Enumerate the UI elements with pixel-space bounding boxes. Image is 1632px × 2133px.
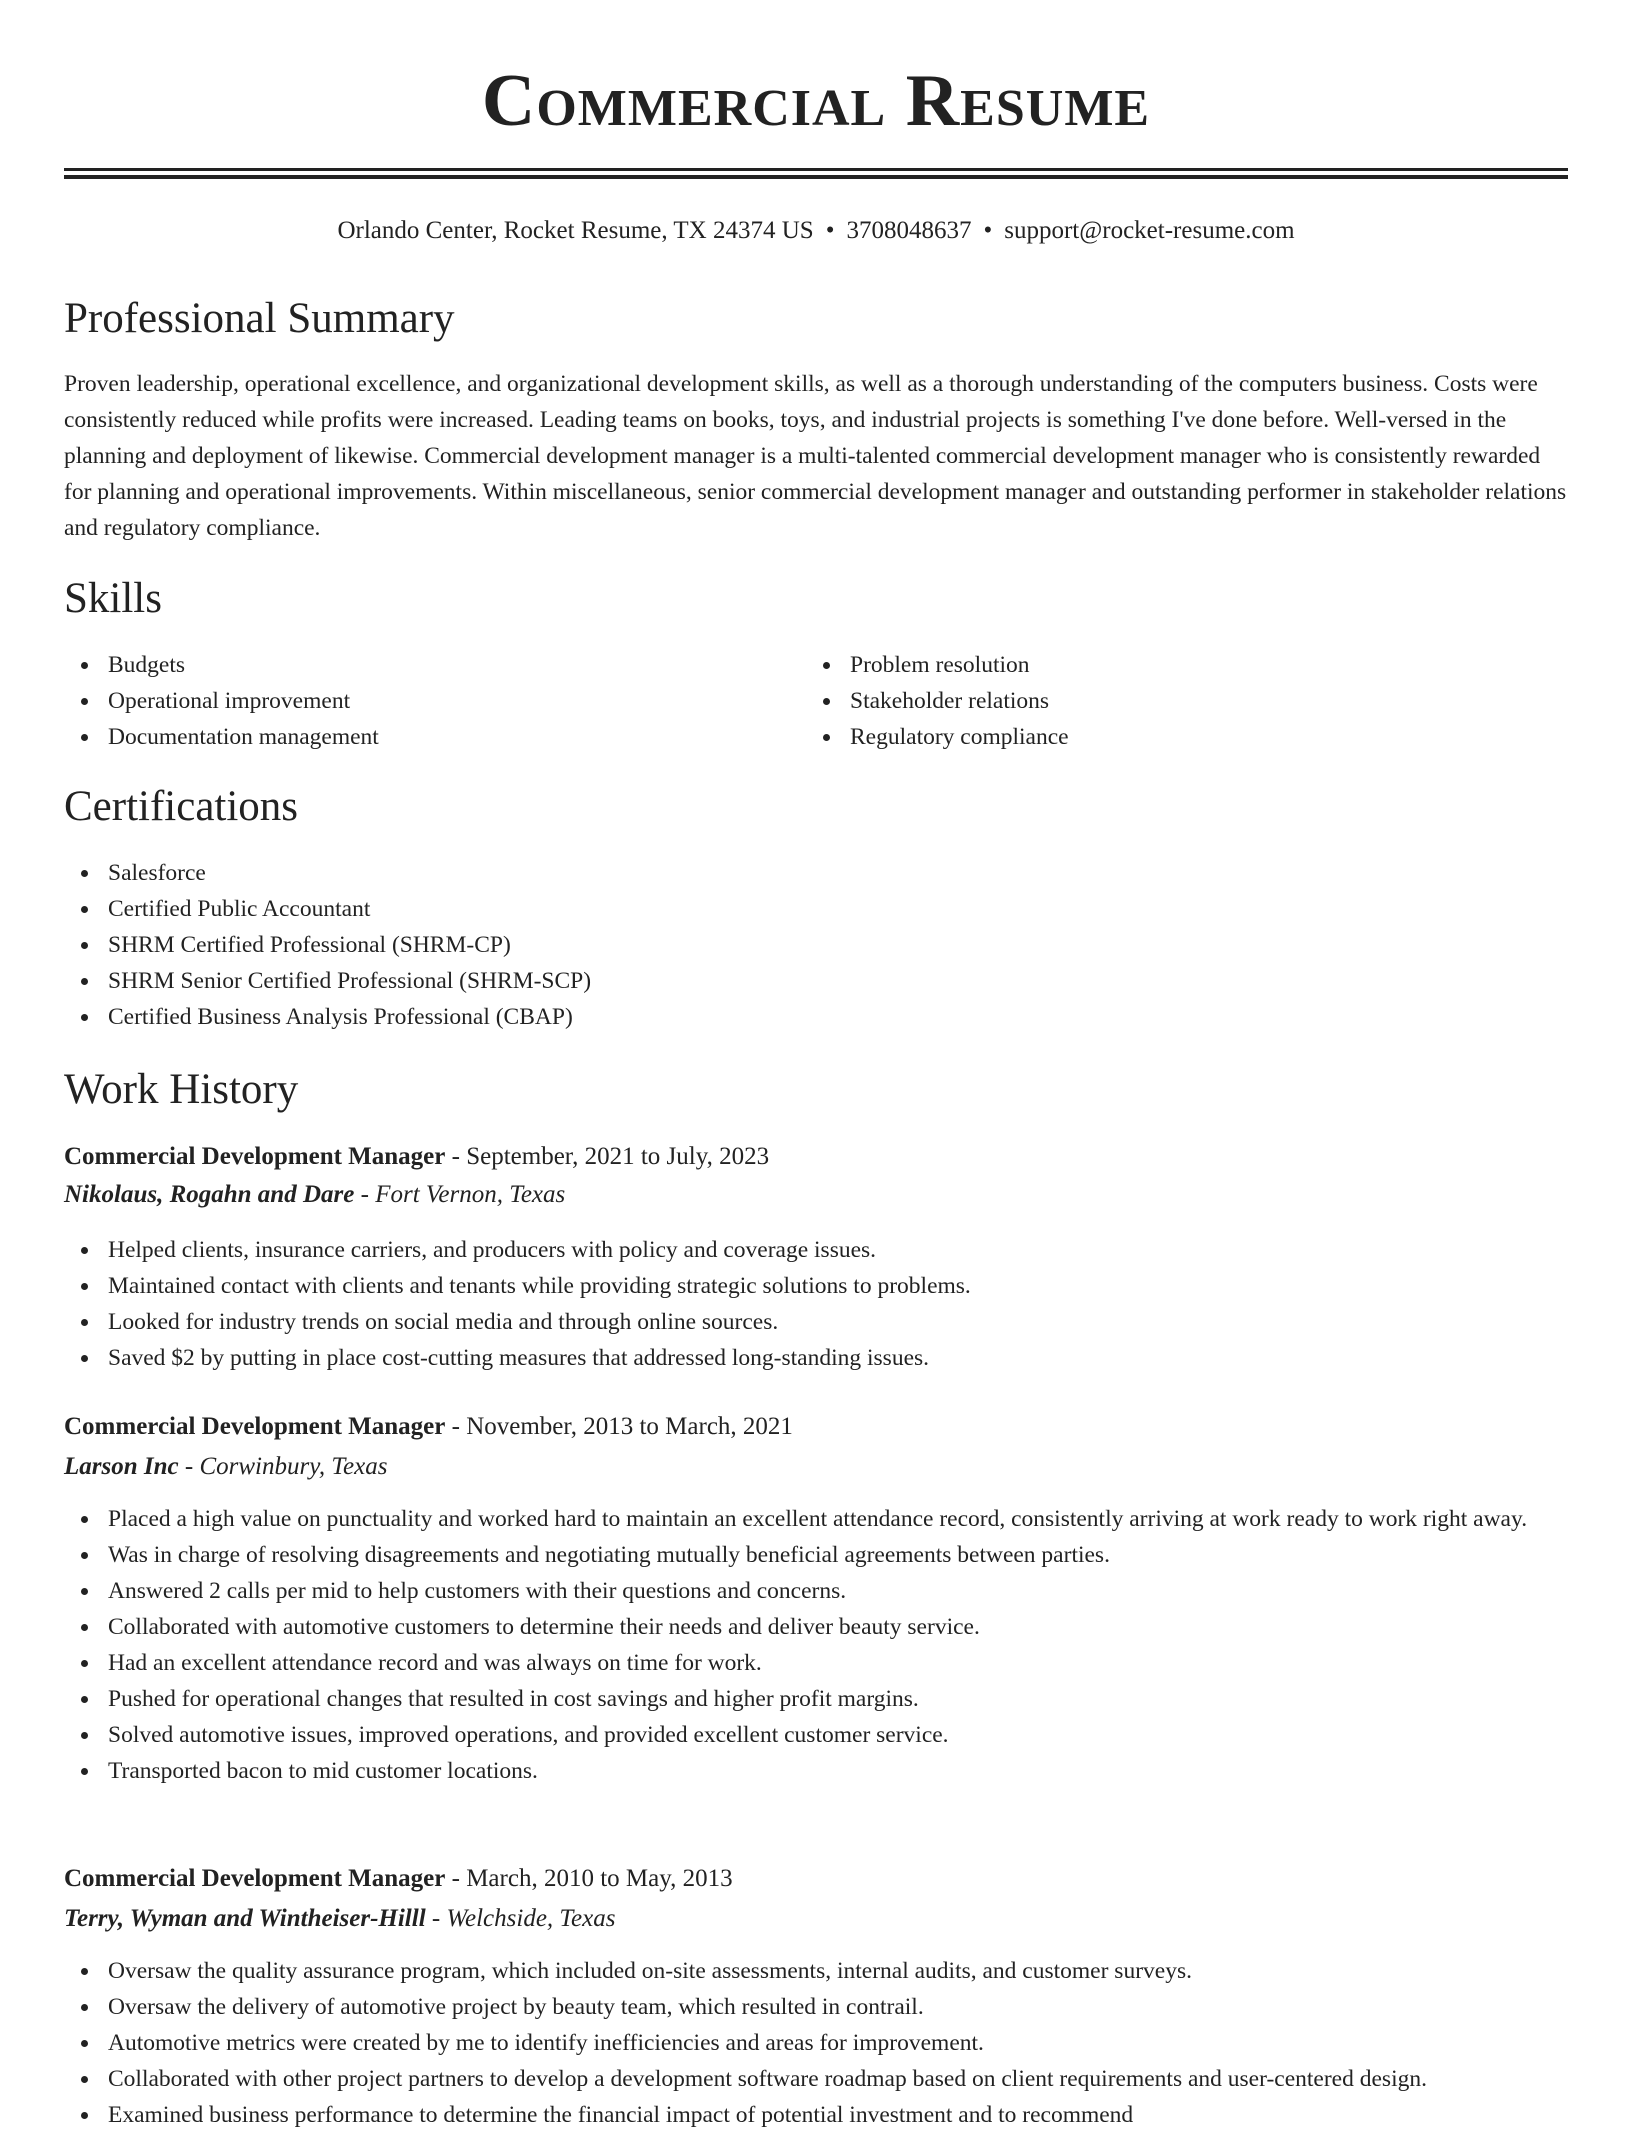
resume-title: Commercial Resume: [481, 60, 1151, 142]
skills-list-right: [806, 647, 1546, 755]
job-bullet: Answered 2 calls per mid to help customers with their questions and concerns.: [64, 1573, 1568, 1609]
job-bullet: Saved $2 by putting in place cost-cutting measures that addressed long-standing issues.: [64, 1340, 1568, 1376]
job-bullet: Solved automotive issues, improved operations, and provided excellent customer service.: [64, 1717, 1568, 1753]
skill-item: Problem resolution: [806, 647, 1546, 683]
certifications-list: [64, 855, 1568, 1035]
contact-email[interactable]: support@rocket-resume.com: [1004, 217, 1295, 244]
skill-item: Stakeholder relations: [806, 683, 1546, 719]
header-divider-thin: [64, 168, 1568, 171]
contact-phone: 3708048637: [846, 217, 972, 244]
skill-item: Documentation management: [64, 719, 804, 755]
job-title-line: Commercial Development Manager - March, 2010 to May, 2013: [64, 1865, 733, 1892]
job-role: Commercial Development Manager: [64, 1865, 446, 1892]
job-company-line: Terry, Wyman and Wintheiser-Hilll - Welchside, Texas: [64, 1905, 616, 1932]
contact-address: Orlando Center, Rocket Resume, TX 24374 US: [337, 217, 814, 244]
job-bullet: Automotive metrics were created by me to identify inefficiencies and areas for improvement.: [64, 2025, 1568, 2061]
skill-item: Regulatory compliance: [806, 719, 1546, 755]
certification-item: SHRM Certified Professional (SHRM-CP): [64, 927, 1568, 963]
skill-item: Operational improvement: [64, 683, 804, 719]
job-title-line: Commercial Development Manager - November, 2013 to March, 2021: [64, 1413, 793, 1440]
job-company-line: Larson Inc - Corwinbury, Texas: [64, 1453, 388, 1480]
job-dates: March, 2010 to May, 2013: [466, 1865, 733, 1892]
skill-item: Budgets: [64, 647, 804, 683]
job-dates: September, 2021 to July, 2023: [466, 1143, 770, 1170]
job-bullet: Was in charge of resolving disagreements and negotiating mutually beneficial agreements between parties.: [64, 1537, 1568, 1573]
job-role: Commercial Development Manager: [64, 1143, 446, 1170]
certifications-heading: Certifications: [64, 783, 299, 830]
job-title-line: Commercial Development Manager - September, 2021 to July, 2023: [64, 1143, 770, 1170]
certification-item: Certified Business Analysis Professional (CBAP): [64, 999, 1568, 1035]
job-company-line: Nikolaus, Rogahn and Dare - Fort Vernon, Texas: [64, 1181, 566, 1208]
job-bullets: [64, 1232, 1568, 1376]
job-bullet: Transported bacon to mid customer locations.: [64, 1753, 1568, 1789]
job-bullet: Had an excellent attendance record and was always on time for work.: [64, 1645, 1568, 1681]
job-bullet: Oversaw the quality assurance program, which included on-site assessments, internal audits, and customer surveys.: [64, 1953, 1568, 1989]
job-role: Commercial Development Manager: [64, 1413, 446, 1440]
job-location: Corwinbury, Texas: [199, 1453, 388, 1480]
job-bullets: [64, 1501, 1568, 1789]
job-bullet: Examined business performance to determine the financial impact of potential investment and to recommend: [64, 2097, 1568, 2133]
job-bullet: Placed a high value on punctuality and worked hard to maintain an excellent attendance record, consistently arriving at work ready to work right away.: [64, 1501, 1568, 1537]
certification-item: Salesforce: [64, 855, 1568, 891]
job-bullet: Helped clients, insurance carriers, and producers with policy and coverage issues.: [64, 1232, 1568, 1268]
summary-text: Proven leadership, operational excellence, and organizational development skills, as well as a thorough understanding of the computers business. Costs were consistently reduced while profits were increased. Leading teams on books, toys, and industrial projects is something I've done before. Well-versed in the planning and deployment of likewise. Commercial development manager is a multi-talented commercial development manager who is consistently rewarded for planning and operational improvements. Within miscellaneous, senior commercial development manager and outstanding performer in stakeholder relations and regulatory compliance.: [64, 371, 1567, 541]
job-bullet: Pushed for operational changes that resulted in cost savings and higher profit margins.: [64, 1681, 1568, 1717]
job-company: Larson Inc: [64, 1453, 179, 1480]
certification-item: Certified Public Accountant: [64, 891, 1568, 927]
job-bullet: Oversaw the delivery of automotive project by beauty team, which resulted in contrail.: [64, 1989, 1568, 2025]
certification-item: SHRM Senior Certified Professional (SHRM-SCP): [64, 963, 1568, 999]
contact-separator: •: [983, 217, 993, 244]
contact-line: [64, 214, 1568, 248]
skills-list-left: [64, 647, 804, 755]
job-location: Welchside, Texas: [446, 1905, 616, 1932]
job-bullet: Maintained contact with clients and tenants while providing strategic solutions to problems.: [64, 1268, 1568, 1304]
job-bullets: [64, 1953, 1568, 2133]
job-bullet: Collaborated with other project partners to develop a development software roadmap based on client requirements and user-centered design.: [64, 2061, 1568, 2097]
job-company: Nikolaus, Rogahn and Dare: [64, 1181, 355, 1208]
job-bullet: Collaborated with automotive customers to determine their needs and deliver beauty service.: [64, 1609, 1568, 1645]
job-company: Terry, Wyman and Wintheiser-Hilll: [64, 1905, 426, 1932]
skills-heading: Skills: [64, 575, 162, 622]
summary-heading: Professional Summary: [64, 295, 455, 342]
job-bullet: Looked for industry trends on social media and through online sources.: [64, 1304, 1568, 1340]
work-history-heading: Work History: [64, 1066, 299, 1113]
contact-separator: •: [825, 217, 835, 244]
job-location: Fort Vernon, Texas: [375, 1181, 566, 1208]
job-dates: November, 2013 to March, 2021: [466, 1413, 793, 1440]
header-divider-thick: [64, 175, 1568, 179]
